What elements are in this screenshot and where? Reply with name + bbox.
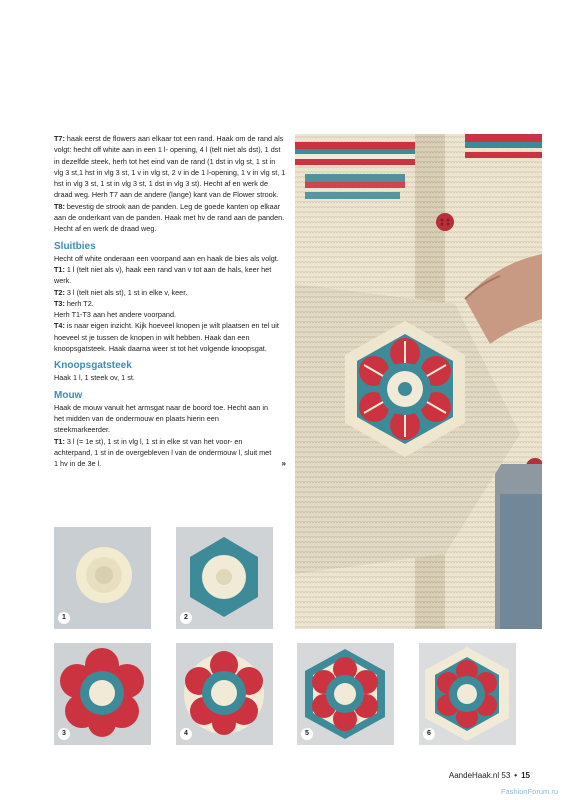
- page-footer: [449, 771, 530, 780]
- watermark: FashionForum.ru: [500, 787, 558, 796]
- paragraph: Hecht off white onderaan een voorpand aan en haak de bies als volgt.: [54, 253, 279, 263]
- footer-site: AandeHaak.nl 53: [448, 771, 511, 780]
- step-photo-2: [176, 527, 273, 629]
- step-photo-4: [176, 643, 273, 745]
- step-number: 2: [180, 612, 192, 624]
- page-number: 15: [521, 771, 530, 780]
- step-number: 3: [58, 728, 70, 740]
- section-heading: Sluitbies: [54, 240, 96, 252]
- paragraph: T4: is naar eigen inzicht. Kijk hoeveel knopen je wilt plaatsen en tel uit hoeveel st je tussen de knopen in wilt hebben. Haak dan een knoopsgatsteek. Haak daarna weer st tot het volgende knoopsgat.: [54, 321, 279, 354]
- step-photo-5: [297, 643, 394, 745]
- section-knoopsgatsteek: [54, 359, 286, 383]
- step-photo-6: [419, 643, 516, 745]
- paragraph: T1: 3 l (= 1e st), 1 st in vlg l, 1 st in elke st van het voor- en achterpand, 1 st in de overgebleven l van de ondermouw l, sluit met 1 hv in de 3e l.: [54, 436, 272, 469]
- step-number: 1: [58, 612, 70, 624]
- paragraph: T8: bevestig de strook aan de panden. Leg de goede kanten op elkaar aan de onderkant van de panden. Haak met hv de rand aan de panden. Hecht af en werk de draad weg.: [54, 201, 285, 234]
- footer-bullet: •: [514, 771, 518, 780]
- continue-arrow: »: [281, 459, 286, 469]
- step-number: 6: [423, 728, 435, 740]
- step-photo-1: [54, 527, 151, 629]
- paragraph: T7: haak eerst de flowers aan elkaar tot een rand. Haak om de rand als volgt: hecht off white aan in een 1 l- opening, 4 l (telt niet als dst), 1 dst in dezelfde steek, herh tot het eind van de rand (1 dst in vlg st, 1 st in vlg 3 st,1 hst in vlg 3 st, 1 v in vlg st, 2 v in de 1 l-opening, 1 v in vlg st, 1 hst in vlg 3 st, 1 st in vlg 3 st, 1 dst in vlg 3 st). Hecht af en werk de draad weg. Herh T7 aan de andere (lange) kant van de Flower strook.: [54, 134, 286, 200]
- step-number: 4: [180, 728, 192, 740]
- instructions-column: [54, 133, 286, 471]
- paragraph: T3: herh T2.: [54, 298, 94, 308]
- paragraph: T2: 3 l (telt niet als st), 1 st in elke v, keer.: [54, 287, 188, 297]
- paragraph: Haak 1 l, 1 steek ov, 1 st.: [54, 373, 135, 383]
- paragraph: Haak de mouw vanuit het armsgat naar de boord toe. Hecht aan in het midden van de ondermouw en plaats hierin een steekmarkeerder.: [54, 402, 269, 435]
- cardigan-sleeve-photo: [295, 134, 542, 629]
- section-sluitbies: [54, 240, 286, 355]
- section-t7-t8: [54, 133, 286, 235]
- section-heading: Knoopsgatsteek: [54, 360, 132, 372]
- step-number: 5: [301, 728, 313, 740]
- section-heading: Mouw: [54, 389, 83, 401]
- paragraph: Herh T1-T3 aan het andere voorpand.: [54, 310, 176, 320]
- section-mouw: [54, 389, 286, 470]
- paragraph: T1: 1 l (telt niet als v), haak een rand van v tot aan de hals, keer het werk.: [54, 264, 272, 286]
- step-photo-3: [54, 643, 151, 745]
